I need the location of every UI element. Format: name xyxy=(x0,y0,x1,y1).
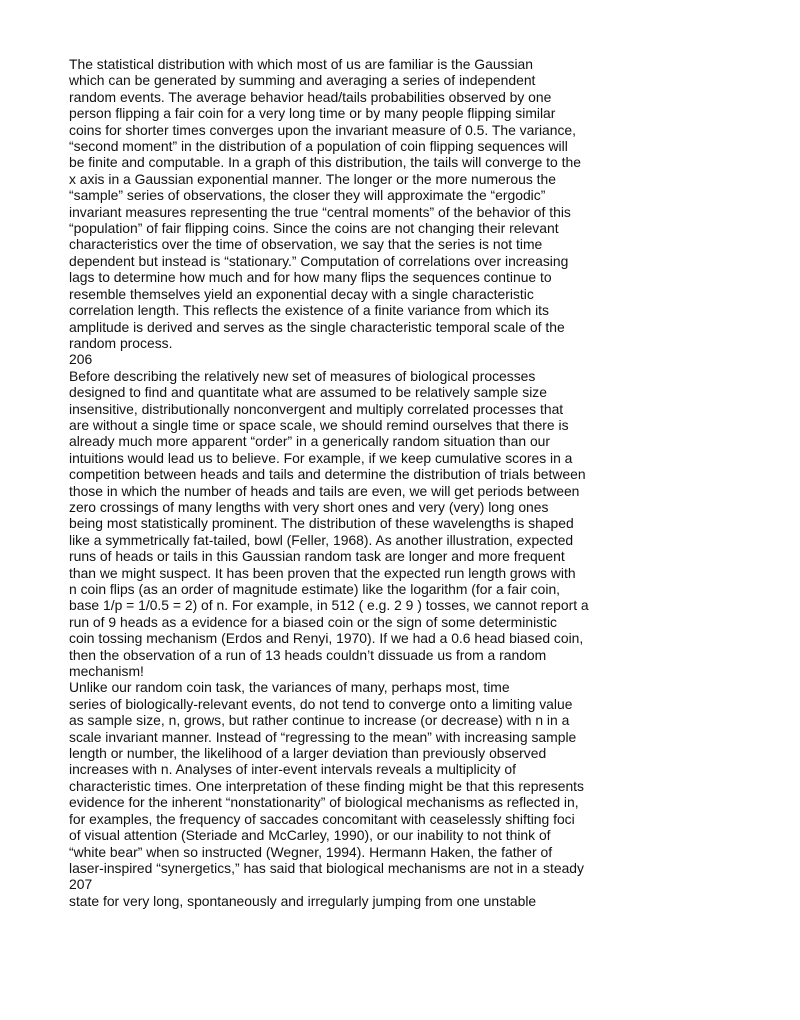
text-line: are without a single time or space scale, we should remind ourselves that there is xyxy=(69,416,569,433)
text-line: correlation length. This reflects the existence of a finite variance from which its xyxy=(69,302,549,319)
text-line: “second moment” in the distribution of a population of coin flipping sequences will xyxy=(69,138,568,155)
text-line: competition between heads and tails and determine the distribution of trials between xyxy=(69,466,586,483)
text-line: person flipping a fair coin for a very long time or by many people flipping similar xyxy=(69,105,556,122)
text-line: mechanism! xyxy=(69,663,144,680)
text-line: characteristic times. One interpretation of these finding might be that this represents xyxy=(69,777,584,794)
text-line: invariant measures representing the true “central moments” of the behavior of this xyxy=(69,203,571,220)
text-line: zero crossings of many lengths with very short ones and very (very) long ones xyxy=(69,498,549,515)
text-line: length or number, the likelihood of a larger deviation than previously observed xyxy=(69,745,547,762)
text-line: be finite and computable. In a graph of this distribution, the tails will converge to the xyxy=(69,154,581,171)
text-line: dependent but instead is “stationary.” Computation of correlations over increasing xyxy=(69,252,569,269)
text-line: increases with n. Analyses of inter-event intervals reveals a multiplicity of xyxy=(69,761,517,778)
text-line: The statistical distribution with which most of us are familiar is the Gaussian xyxy=(69,56,533,72)
text-line: Unlike our random coin task, the variances of many, perhaps most, time xyxy=(69,679,510,696)
text-line: those in which the number of heads and tails are even, we will get periods between xyxy=(69,482,580,499)
text-line: “white bear” when so instructed (Wegner, 1994). Hermann Haken, the father of xyxy=(69,843,553,860)
text-line: laser-inspired “synergetics,” has said that biological mechanisms are not in a steady xyxy=(69,859,584,876)
document-page xyxy=(69,56,789,909)
text-line: amplitude is derived and serves as the single characteristic temporal scale of the xyxy=(69,318,565,335)
text-line: being most statistically prominent. The distribution of these wavelengths is shaped xyxy=(69,515,574,532)
text-line: already much more apparent “order” in a generically random situation than our xyxy=(69,433,551,450)
text-line: “population” of fair flipping coins. Since the coins are not changing their relevant xyxy=(69,220,559,237)
text-line: random process. xyxy=(69,334,173,351)
text-line: characteristics over the time of observation, we say that the series is not time xyxy=(69,236,543,253)
text-line: resemble themselves yield an exponential decay with a single characteristic xyxy=(69,285,534,302)
page-number: 206 xyxy=(69,351,93,368)
text-line: evidence for the inherent “nonstationarity” of biological mechanisms as reflected in, xyxy=(69,794,579,811)
text-line: intuitions would lead us to believe. For example, if we keep cumulative scores in a xyxy=(69,449,573,466)
text-line: runs of heads or tails in this Gaussian random task are longer and more frequent xyxy=(69,548,565,565)
text-line: run of 9 heads as a evidence for a biased coin or the sign of some deterministic xyxy=(69,613,557,630)
text-line: n coin flips (as an order of magnitude estimate) like the logarithm (for a fair coin, xyxy=(69,581,561,597)
text-line: coin tossing mechanism (Erdos and Renyi, 1970). If we had a 0.6 head biased coin, xyxy=(69,630,584,647)
text-line: as sample size, n, grows, but rather continue to increase (or decrease) with n in a xyxy=(69,712,570,729)
text-line: like a symmetrically fat-tailed, bowl (Feller, 1968). As another illustration, expected xyxy=(69,531,574,548)
text-line: for examples, the frequency of saccades concomitant with ceaselessly shifting foci xyxy=(69,810,575,827)
text-line: “sample” series of observations, the closer they will approximate the “ergodic” xyxy=(69,187,546,204)
page-number: 207 xyxy=(69,876,93,893)
text-line: of visual attention (Steriade and McCarley, 1990), or our inability to not think of xyxy=(69,827,551,844)
text-line: then the observation of a run of 13 heads couldn’t dissuade us from a random xyxy=(69,646,547,663)
text-line: x axis in a Gaussian exponential manner. The longer or the more numerous the xyxy=(69,170,556,187)
text-line: designed to find and quantitate what are assumed to be relatively sample size xyxy=(69,384,547,401)
text-line: than we might suspect. It has been proven that the expected run length grows with xyxy=(69,564,576,581)
text-line: state for very long, spontaneously and irregularly jumping from one unstable xyxy=(69,892,537,909)
text-line: series of biologically-relevant events, do not tend to converge onto a limiting value xyxy=(69,695,573,712)
text-line: random events. The average behavior head/tails probabilities observed by one xyxy=(69,88,552,105)
text-line: Before describing the relatively new set of measures of biological processes xyxy=(69,367,536,384)
text-line: lags to determine how much and for how many flips the sequences continue to xyxy=(69,269,552,286)
text-line: base 1/p = 1/0.5 = 2) of n. For example, in 512 ( e.g. 2 9 ) tosses, we cannot report a xyxy=(69,597,589,614)
text-line: scale invariant manner. Instead of “regressing to the mean” with increasing sample xyxy=(69,728,577,745)
text-line: insensitive, distributionally nonconvergent and multiply correlated processes that xyxy=(69,400,564,417)
text-line: coins for shorter times converges upon the invariant measure of 0.5. The variance, xyxy=(69,121,577,138)
text-line: which can be generated by summing and averaging a series of independent xyxy=(69,72,536,89)
